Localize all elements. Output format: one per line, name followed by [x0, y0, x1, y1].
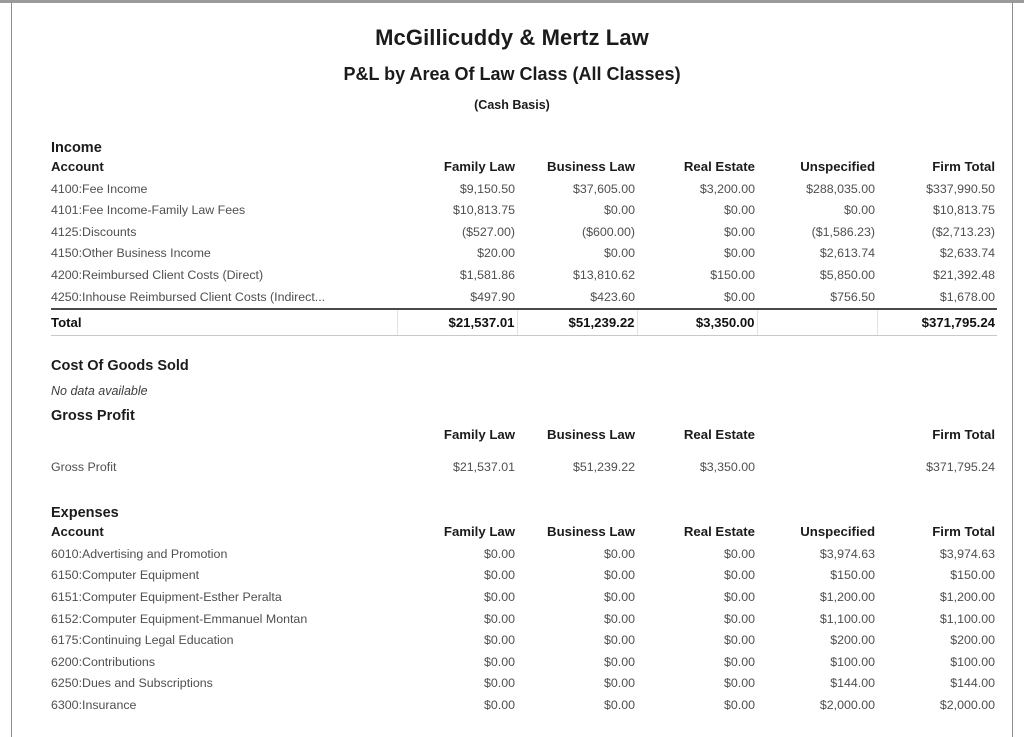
cell-business-law: $0.00	[603, 676, 635, 691]
section-income	[12, 140, 1012, 337]
cell-business-law: $37,605.00	[572, 181, 635, 196]
table-row[interactable]	[51, 652, 997, 674]
cell-real-estate: $0.00	[723, 633, 755, 648]
cell-real-estate: $0.00	[723, 654, 755, 669]
cell-account: Gross Profit	[51, 460, 117, 475]
cell-firm-total: $100.00	[950, 654, 995, 669]
table-row[interactable]	[51, 565, 997, 587]
total-label: Total	[51, 309, 397, 336]
cell-real-estate: $0.00	[723, 676, 755, 691]
table-row[interactable]	[51, 544, 997, 566]
cell-real-estate: $0.00	[723, 589, 755, 604]
section-heading-expenses: Expenses	[51, 504, 119, 521]
cell-firm-total: $3,974.63	[939, 546, 995, 561]
report-header	[12, 4, 1012, 114]
income-table	[51, 156, 997, 337]
cell-business-law: $0.00	[603, 589, 635, 604]
cell-family-law: $1,581.86	[459, 268, 515, 282]
cell-real-estate: $0.00	[723, 246, 755, 261]
table-row[interactable]	[51, 695, 997, 717]
report-title: P&L by Area Of Law Class (All Classes)	[343, 63, 681, 84]
cell-firm-total: $10,813.75	[932, 203, 995, 218]
cell-unspecified: $150.00	[830, 568, 875, 583]
column-header-business-law: Business Law	[547, 427, 635, 443]
column-header-account-blank	[51, 424, 397, 447]
expenses-table-header-row	[51, 521, 997, 544]
accounting-basis: (Cash Basis)	[474, 98, 550, 112]
cell-family-law: $20.00	[477, 246, 515, 261]
cell-real-estate: $0.00	[723, 289, 755, 304]
column-header-family-law: Family Law	[443, 158, 515, 174]
cell-firm-total: $2,000.00	[939, 697, 995, 712]
income-table-header-row	[51, 156, 997, 179]
total-unspecified	[757, 309, 877, 336]
expenses-table	[51, 521, 997, 717]
total-family-law: $21,537.01	[397, 309, 517, 336]
column-header-unspecified: Unspecified	[800, 158, 875, 174]
table-row[interactable]	[51, 609, 997, 631]
table-row[interactable]	[51, 587, 997, 609]
cell-business-law: $0.00	[603, 611, 635, 626]
cell-account: 4150:Other Business Income	[51, 246, 211, 261]
cell-family-law: $9,150.50	[459, 181, 515, 196]
cell-account: 6175:Continuing Legal Education	[51, 633, 234, 648]
cell-account: 6152:Computer Equipment-Emmanuel Montan	[51, 611, 308, 626]
cell-family-law: $0.00	[483, 697, 515, 712]
cell-unspecified: $288,035.00	[806, 181, 875, 196]
cell-business-law: $13,810.62	[572, 268, 635, 282]
cell-real-estate: $0.00	[723, 224, 755, 239]
cell-family-law: $21,537.01	[452, 460, 515, 475]
cell-account: 6250:Dues and Subscriptions	[51, 676, 213, 691]
total-firm-total: $371,795.24	[877, 309, 997, 336]
cell-family-law: $497.90	[470, 289, 515, 304]
cell-real-estate: $0.00	[723, 203, 755, 218]
column-header-family-law: Family Law	[443, 523, 515, 539]
column-header-real-estate: Real Estate	[683, 158, 755, 174]
cell-business-law: $0.00	[603, 697, 635, 712]
cell-firm-total: $371,795.24	[926, 460, 995, 475]
cell-unspecified: $3,974.63	[819, 546, 875, 561]
column-header-business-law: Business Law	[547, 158, 635, 174]
cell-family-law: $0.00	[483, 654, 515, 669]
cell-unspecified: $2,613.74	[819, 246, 875, 261]
table-row[interactable]	[51, 287, 997, 310]
cell-firm-total: $1,100.00	[939, 611, 995, 626]
gross-profit-row[interactable]	[51, 457, 997, 479]
cell-business-law: $0.00	[603, 568, 635, 583]
cell-firm-total: ($2,713.23)	[931, 224, 995, 239]
cell-real-estate: $3,350.00	[699, 460, 755, 475]
cell-unspecified: $1,200.00	[819, 589, 875, 604]
cell-unspecified: $144.00	[830, 676, 875, 691]
income-total-row	[51, 309, 997, 336]
table-row[interactable]	[51, 179, 997, 201]
cell-family-law: $0.00	[483, 589, 515, 604]
cell-real-estate: $0.00	[723, 697, 755, 712]
cell-business-law: $51,239.22	[572, 460, 635, 475]
cell-account: 6150:Computer Equipment	[51, 568, 200, 583]
gross-profit-table-header-row	[51, 424, 997, 447]
cell-account: 6010:Advertising and Promotion	[51, 546, 228, 561]
cell-family-law: ($527.00)	[461, 224, 515, 239]
column-header-real-estate: Real Estate	[683, 427, 755, 443]
cell-business-law: $423.60	[590, 289, 635, 304]
column-header-account: Account	[51, 523, 104, 539]
section-cost-of-goods-sold	[12, 358, 1012, 398]
cell-account: 4125:Discounts	[51, 224, 137, 239]
cell-unspecified: $200.00	[830, 633, 875, 648]
table-row[interactable]	[51, 673, 997, 695]
table-row[interactable]	[51, 630, 997, 652]
cell-business-law: $0.00	[603, 203, 635, 218]
cell-unspecified: $100.00	[830, 654, 875, 669]
cell-business-law: ($600.00)	[581, 224, 635, 239]
section-heading-income: Income	[51, 139, 102, 156]
cell-firm-total: $1,200.00	[939, 589, 995, 604]
cell-unspecified-blank	[757, 457, 877, 479]
cell-firm-total: $1,678.00	[939, 289, 995, 304]
cell-unspecified: $756.50	[830, 289, 875, 304]
section-heading-gross-profit: Gross Profit	[51, 408, 135, 425]
cell-real-estate: $3,200.00	[699, 181, 755, 196]
cell-family-law: $0.00	[483, 611, 515, 626]
cell-firm-total: $21,392.48	[932, 268, 995, 282]
cell-firm-total: $337,990.50	[926, 181, 995, 196]
cell-family-law: $0.00	[483, 568, 515, 583]
gross-profit-table	[51, 424, 997, 479]
column-header-unspecified-blank	[757, 424, 877, 447]
cell-unspecified: ($1,586.23)	[811, 224, 875, 239]
table-row[interactable]	[51, 243, 997, 265]
column-header-real-estate: Real Estate	[683, 523, 755, 539]
cogs-empty-message: No data available	[51, 384, 148, 399]
column-header-firm-total: Firm Total	[932, 523, 995, 539]
company-title: McGillicuddy & Mertz Law	[375, 25, 649, 50]
cell-real-estate: $150.00	[710, 268, 755, 282]
cell-account: 4250:Inhouse Reimbursed Client Costs (Indirect...	[51, 289, 326, 304]
cell-unspecified: $5,850.00	[819, 268, 875, 282]
section-heading-cogs: Cost Of Goods Sold	[51, 358, 189, 375]
table-row[interactable]	[51, 222, 997, 244]
column-header-unspecified: Unspecified	[800, 523, 875, 539]
column-header-firm-total: Firm Total	[932, 158, 995, 174]
cell-unspecified: $1,100.00	[819, 611, 875, 626]
column-header-business-law: Business Law	[547, 523, 635, 539]
cell-family-law: $10,813.75	[452, 203, 515, 218]
cell-real-estate: $0.00	[723, 546, 755, 561]
cell-firm-total: $2,633.74	[939, 246, 995, 261]
cell-account: 6151:Computer Equipment-Esther Peralta	[51, 589, 282, 604]
table-row[interactable]	[51, 200, 997, 222]
cell-firm-total: $150.00	[950, 568, 995, 583]
cell-unspecified: $2,000.00	[819, 697, 875, 712]
cell-account: 4100:Fee Income	[51, 181, 148, 196]
table-row[interactable]	[51, 265, 997, 287]
total-business-law: $51,239.22	[517, 309, 637, 336]
column-header-account: Account	[51, 158, 104, 174]
cell-firm-total: $200.00	[950, 633, 995, 648]
cell-family-law: $0.00	[483, 633, 515, 648]
cell-unspecified: $0.00	[843, 203, 875, 218]
cell-real-estate: $0.00	[723, 568, 755, 583]
cell-account: 6300:Insurance	[51, 697, 137, 712]
report-sheet	[12, 4, 1012, 737]
column-header-firm-total: Firm Total	[932, 427, 995, 443]
cell-family-law: $0.00	[483, 546, 515, 561]
cell-business-law: $0.00	[603, 654, 635, 669]
total-real-estate: $3,350.00	[637, 309, 757, 336]
cell-account: 4101:Fee Income-Family Law Fees	[51, 203, 246, 218]
cell-account: 4200:Reimbursed Client Costs (Direct)	[51, 268, 264, 282]
section-expenses	[12, 505, 1012, 717]
cell-business-law: $0.00	[603, 633, 635, 648]
cell-account: 6200:Contributions	[51, 654, 156, 669]
section-gross-profit	[12, 408, 1012, 479]
cell-business-law: $0.00	[603, 246, 635, 261]
column-header-family-law: Family Law	[443, 427, 515, 443]
cell-real-estate: $0.00	[723, 611, 755, 626]
cell-business-law: $0.00	[603, 546, 635, 561]
cell-firm-total: $144.00	[950, 676, 995, 691]
cell-family-law: $0.00	[483, 676, 515, 691]
